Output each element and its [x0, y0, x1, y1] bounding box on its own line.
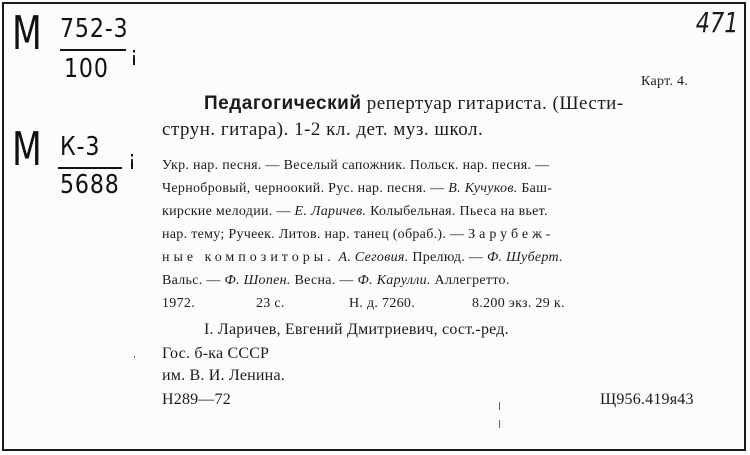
title-line-1: [204, 94, 624, 114]
title-line-2: струн. гитара). 1-2 кл. дет. муз. школ.: [162, 119, 484, 140]
card-number: Карт. 4.: [641, 74, 689, 89]
scan-speck: [499, 402, 500, 410]
library-line-1: Гос. б-ка СССР: [162, 345, 270, 362]
contents-fragment: Прелюд. —: [408, 250, 487, 265]
library-line-2: им. В. И. Ленина.: [162, 367, 285, 384]
contents-line: [162, 156, 549, 176]
contents-fragment: Вальс. —: [162, 273, 225, 288]
shelf-mark-2-fraction-line: [58, 167, 122, 169]
contents-fragment: Укр. нар. песня. — Веселый сапожник. Польск. нар. песня. —: [162, 158, 550, 173]
contents-line: [162, 202, 548, 222]
pub-pages: 23 с.: [256, 296, 285, 311]
shelf-mark-1-numerator: 752-3: [60, 14, 129, 44]
contents-fragment: ные композиторы.: [162, 250, 335, 265]
contents-fragment: Весна. —: [290, 273, 358, 288]
contents-fragment: Баш-: [517, 181, 553, 196]
shelf-mark-1-fraction-line: [60, 49, 126, 51]
shelf-mark-2-numerator: К-3: [60, 132, 101, 162]
shelf-mark-2-letter: М: [12, 122, 43, 176]
catalog-card: [2, 2, 746, 451]
contents-fragment: кирские мелодии. —: [162, 204, 295, 219]
contents-fragment: В. Кучуков.: [448, 181, 518, 196]
inventory-number: 471: [695, 6, 738, 39]
contents-fragment: Ф. Карулли.: [357, 273, 431, 288]
shelf-mark-1-letter: М: [12, 6, 43, 60]
contents-line: [162, 179, 552, 199]
shelf-mark-1-denominator: 100: [64, 54, 109, 84]
contents-line: [162, 225, 554, 245]
shelf-mark-1-check: ¡: [130, 42, 140, 66]
contents-fragment: Зарубеж-: [468, 227, 555, 242]
contents-fragment: Е. Ларичев.: [294, 204, 367, 219]
contents-fragment: А. Сеговия.: [338, 250, 409, 265]
contents-fragment: нар. тему; Ручеек. Литов. нар. танец (обраб.). —: [162, 227, 469, 242]
pub-plate: Н. д. 7260.: [349, 296, 416, 311]
contents-line: [162, 271, 510, 291]
contents-fragment: Чернобровый, черноокий. Рус. нар. песня. —: [162, 181, 449, 196]
editor-entry: I. Ларичев, Евгений Дмитриевич, сост.-ред.: [204, 321, 509, 338]
card-code: Н289—72: [162, 391, 231, 408]
contents-line: [162, 248, 563, 268]
title-bold: Педагогический: [204, 93, 362, 114]
contents-fragment: Аллегретто.: [430, 273, 510, 288]
scan-speck: [134, 356, 135, 358]
shelf-mark-2-denominator: 5688: [60, 170, 120, 200]
contents-fragment: Ф. Шопен.: [224, 273, 291, 288]
classification-index: Щ956.419я43: [600, 391, 694, 408]
contents-fragment: Ф. Шуберт.: [487, 250, 563, 265]
scan-speck: [499, 420, 500, 428]
pub-copies: 8.200 экз. 29 к.: [472, 296, 565, 311]
pub-year: 1972.: [162, 296, 195, 311]
shelf-mark-2-check: ¡: [128, 146, 138, 170]
contents-fragment: Колыбельная. Пьеса на вьет.: [366, 204, 548, 219]
title-rest: репертуар гитариста. (Шести-: [366, 93, 624, 114]
